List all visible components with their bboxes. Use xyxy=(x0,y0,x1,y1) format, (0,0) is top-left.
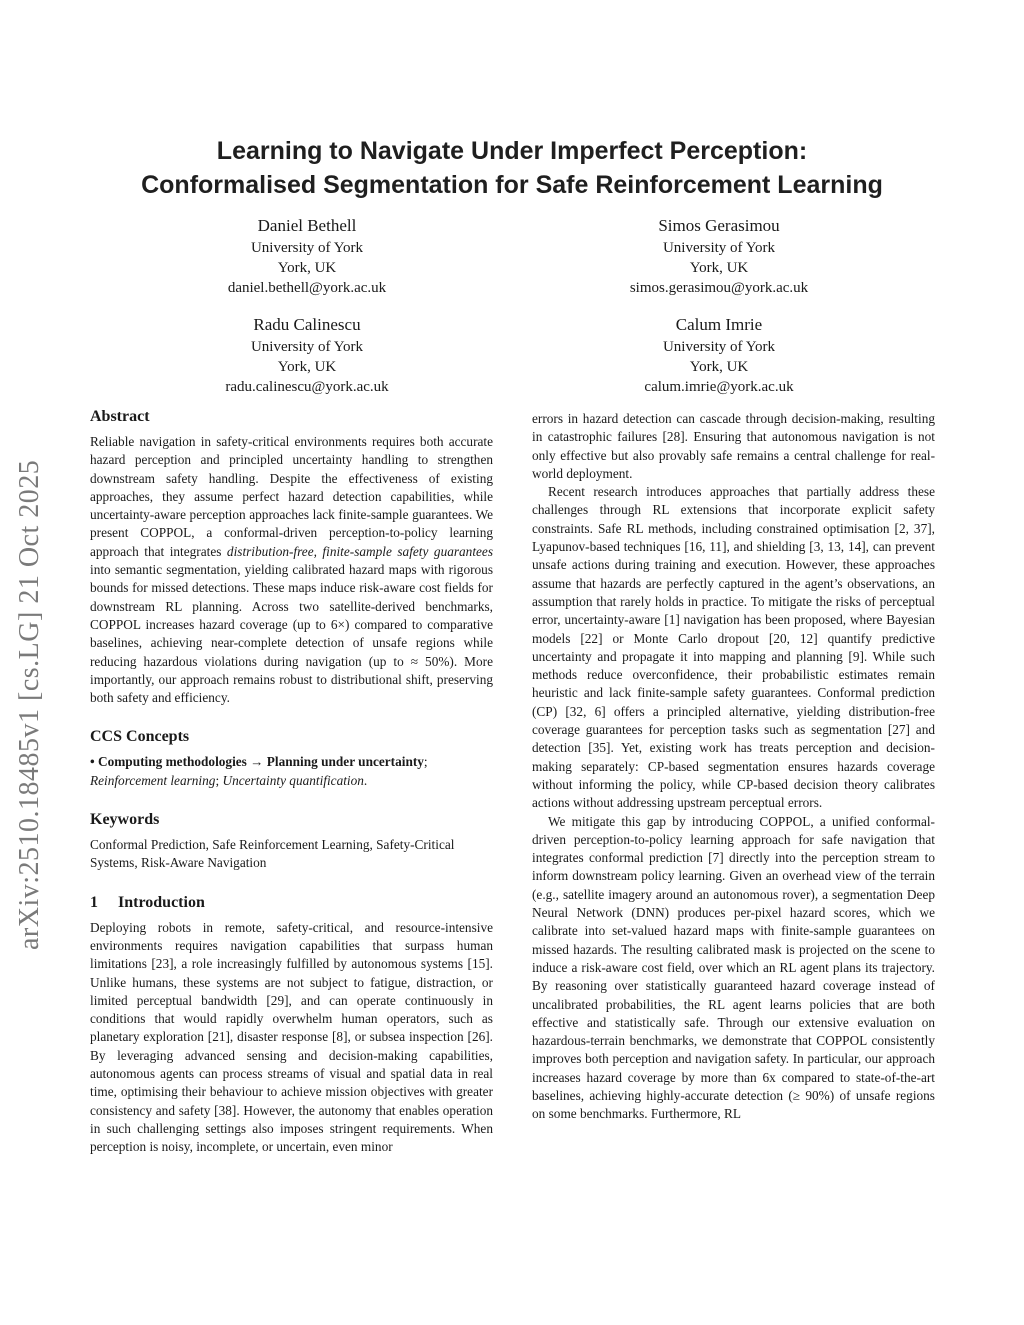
left-column xyxy=(90,407,493,1157)
ccs-text xyxy=(90,753,493,790)
intro-paragraph-4: We mitigate this gap by introducing COPPOL, a unified conformal-driven perception-to-policy learning approach for safe navigation that integrates conformal prediction [7] directly into the perception stream to inform downstream policy learning. Given an overhead view of the terrain (e.g., satellite imagery around an autonomous rover), a segmentation Deep Neural Network (DNN) produces per-pixel hazard scores, which we calibrate into set-valued hazard maps with finite-sample guarantees on missed hazards. The resulting calibrated mask is projected on the scene to induce a risk-aware cost field, over which an RL agent plans its trajectory. By reasoning over statistically guaranteed hazard coverage instead of uncalibrated probabilities, the RL agent learns policies that are both effective and statistically safe. Through our extensive evaluation on hazardous-terrain benchmarks, we demonstrate that COPPOL consistently improves both perception and navigation safety. In particular, our approach increases hazard coverage by more than 6x compared to state-of-the-art baselines, achieving highly-accurate detection (≥ 90%) of unsafe regions on some benchmarks. Furthermore, RL xyxy=(532,813,935,1122)
author-affiliation: University of York xyxy=(662,339,776,355)
author-block-3 xyxy=(157,313,457,397)
section-number: 1 xyxy=(90,893,98,911)
ccs-primary-concept: • Computing methodologies → Planning under uncertainty xyxy=(90,754,424,770)
intro-paragraph-1: Deploying robots in remote, safety-critical, and resource-intensive environments requires navigation capabilities that surpass human limitations [23], a role increasingly fulfilled by autonomous systems [15]. Unlike humans, these systems are not subject to fatigue, distraction, or limited perceptual bandwidth [29], and can operate continuously in conditions that would rapidly overwhelm human operators, such as planetary exploration [21], disaster response [8], or subsea inspection [26]. By leveraging advanced sensing and decision-making capabilities, autonomous agents can process streams of visual and spatial data in real time, optimising their behaviour to achieve mission objectives with greater consistency and safety [38]. However, the autonomy that enables operation in such challenging settings also imposes stringent requirements. When perception is noisy, incomplete, or uncertain, even minor xyxy=(90,919,493,1155)
author-name: Radu Calinescu xyxy=(253,315,361,334)
ccs-concept-rl: Reinforcement learning xyxy=(90,772,216,788)
intro-paragraph-3: Recent research introduces approaches that partially address these challenges through RL extensions that incorporate explicit safety constraints. Safe RL methods, including constrained optimisation [2, 37], Lyapunov-based techniques [16, 11], and shielding [3, 13, 14], can prevent unsafe actions during training and execution. However, these approaches assume that hazards are perfectly captured in the agent’s observations, an assumption that rarely holds in practice. To mitigate the risks of perceptual error, uncertainty-aware [1] navigation has been proposed, where Bayesian models [22] or Monte Carlo dropout [20, 12] quantify predictive uncertainty and propagate it into mapping and planning [9]. While such methods reduce overconfidence, their probabilistic estimates remain heuristic and lack finite-sample safety guarantees. Conformal prediction (CP) [32, 6] offers a principled alternative, yielding distribution-free coverage guarantees for perception tasks such as segmentation [27] and detection [35]. Yet, existing work has treats perception and decision-making separately: CP-based segmentation ensures hazards coverage without informing the policy, while CP-based decision theory calibrates actions without addressing upstream perceptual errors. xyxy=(532,484,935,811)
ccs-separator-2: ; xyxy=(215,772,223,788)
keywords-text: Conformal Prediction, Safe Reinforcement Learning, Safety-Critical Systems, Risk-Aware Navigation xyxy=(90,837,455,871)
intro-paragraph-2-continued: errors in hazard detection can cascade through decision-making, resulting in catastrophic failures [28]. Ensuring that autonomous navigation is not only effective but also provably safe remains a central challenge for real-world deployment. xyxy=(532,411,935,481)
abstract-text-emphasis: distribution-free, finite-sample safety guarantees xyxy=(226,543,494,559)
paper-title xyxy=(60,134,964,202)
author-email: radu.calinescu@york.ac.uk xyxy=(225,379,389,395)
keywords-heading: Keywords xyxy=(90,811,160,829)
author-location: York, UK xyxy=(277,260,337,276)
abstract-text-part-2: into semantic segmentation, yielding calibrated hazard maps with rigorous bounds for missed detections. These maps induce risk-aware cost fields for downstream RL planning. Across two satellite-derived benchmarks, COPPOL increases hazard coverage (up to 6×) compared to comparative baselines, achieving near-complete detection of unsafe regions while reducing hazardous violations during navigation (up to ≈ 50%). More importantly, our approach remains robust to distributional shift, preserving both safety and efficiency. xyxy=(90,562,493,706)
author-email: calum.imrie@york.ac.uk xyxy=(644,379,794,395)
author-name: Simos Gerasimou xyxy=(658,216,780,235)
author-block-1 xyxy=(157,214,457,298)
ccs-heading: CCS Concepts xyxy=(90,728,190,746)
author-location: York, UK xyxy=(689,260,749,276)
arxiv-stamp: arXiv:2510.18485v1 [cs.LG] 21 Oct 2025 xyxy=(14,459,45,950)
abstract-text-part-1: Reliable navigation in safety-critical environments requires both accurate hazard perception and principled uncertainty handling to strengthen downstream safety handling. Despite the effectiveness of existing approaches, they assume perfect hazard detection capabilities, while uncertainty-aware perception approaches lack finite-sample guarantees. We present COPPOL, a conformal-driven perception-to-policy learning approach that integrates xyxy=(90,434,493,559)
author-affiliation: University of York xyxy=(250,240,364,256)
author-email: daniel.bethell@york.ac.uk xyxy=(227,280,387,296)
author-name: Calum Imrie xyxy=(675,315,763,334)
section-title: Introduction xyxy=(118,893,205,911)
author-email: simos.gerasimou@york.ac.uk xyxy=(629,280,809,296)
abstract-text xyxy=(90,433,493,707)
introduction-heading xyxy=(90,893,493,913)
title-line-2: Conformalised Segmentation for Safe Reinforcement Learning xyxy=(141,171,883,199)
author-block-2 xyxy=(569,214,869,298)
author-affiliation: University of York xyxy=(250,339,364,355)
ccs-separator: ; xyxy=(423,754,428,770)
ccs-concept-uq: Uncertainty quantification xyxy=(222,772,364,788)
author-name: Daniel Bethell xyxy=(257,216,357,235)
author-block-4 xyxy=(569,313,869,397)
title-line-1: Learning to Navigate Under Imperfect Perception: xyxy=(216,137,808,165)
author-location: York, UK xyxy=(277,359,337,375)
author-location: York, UK xyxy=(689,359,749,375)
ccs-end: . xyxy=(363,772,368,788)
abstract-heading: Abstract xyxy=(90,408,150,425)
author-affiliation: University of York xyxy=(662,240,776,256)
right-column xyxy=(532,410,935,1124)
